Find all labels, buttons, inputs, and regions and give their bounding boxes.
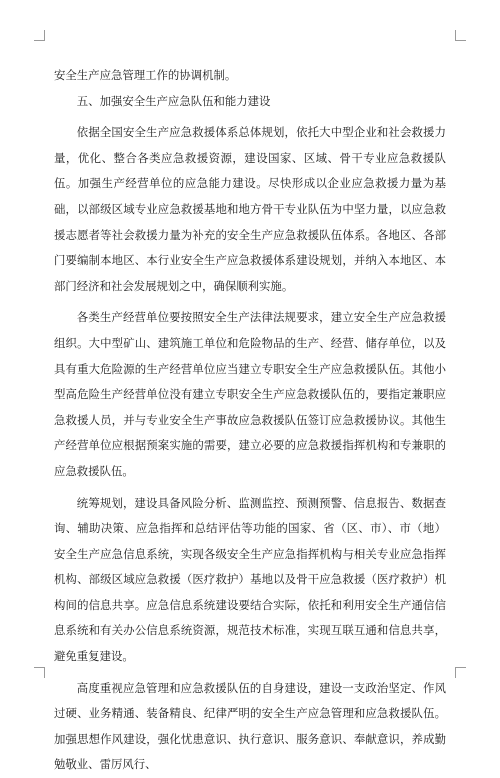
paragraph: 各类生产经营单位要按照安全生产法律法规要求，建立安全生产应急救援组织。大中型矿山、建筑施工单位和危险物品的生产、经营、储存单位，以及具有重大危险源的生产经营单位应当建立专职安全生产应急救援队伍。其他小型高危险生产经营单位没有建立专职安全生产应急救援队伍的，要指定兼职应急救援人员，并与专业安全生产事故应急救援队伍签订应急救援协议。其他生产经营单位应根据预案实施的需要，建立必要的应急救援指挥机构和专兼职的应急救援队伍。 [54,310,446,478]
paragraph: 高度重视应急管理和应急救援队伍的自身建设，建设一支政治坚定、作风过硬、业务精通、装备精良、纪律严明的安全生产应急管理和应急救援队伍。加强思想作风建设，强化忧患意识、执行意识、服务意识、奉献意识，养成勤勉敬业、雷厉风行、 [54,680,446,772]
document-page [54,63,446,778]
crop-mark-bottom-right [455,667,466,678]
paragraph-continuation: 安全生产应急管理工作的协调机制。 [54,68,237,82]
crop-mark-top-right [455,30,466,41]
section-heading: 五、加强安全生产应急队伍和能力建设 [76,93,271,108]
paragraph: 依据全国安全生产应急救援体系总体规划，依托大中型企业和社会救援力量，优化、整合各类应急救援资源，建设国家、区域、骨干专业应急救援队伍。加强生产经营单位的应急能力建设。尽快形成以企业应急救援力量为基础，以部级区域专业应急救援基地和地方骨干专业队伍为中坚力量，以应急救援志愿者等社会救援力量为补充的安全生产应急救援队伍体系。各地区、各部门要编制本地区、本行业安全生产应急救援体系建设规划，并纳入本地区、本部门经济和社会发展规划之中，确保顺利实施。 [54,125,446,293]
crop-mark-bottom-left [34,667,45,678]
crop-mark-top-left [34,30,45,41]
paragraph: 统筹规划，建设具备风险分析、监测监控、预测预警、信息报告、数据查询、辅助决策、应急指挥和总结评估等功能的国家、省（区、市）、市（地）安全生产应急信息系统，实现各级安全生产应急指挥机构与相关专业应急指挥机构、部级区域应急救援（医疗救护）基地以及骨干应急救援（医疗救护）机构间的信息共享。应急信息系统建设要结合实际，依托和利用安全生产通信信息系统和有关办公信息系统资源，规范技术标准，实现互联互通和信息共享，避免重复建设。 [54,495,446,664]
